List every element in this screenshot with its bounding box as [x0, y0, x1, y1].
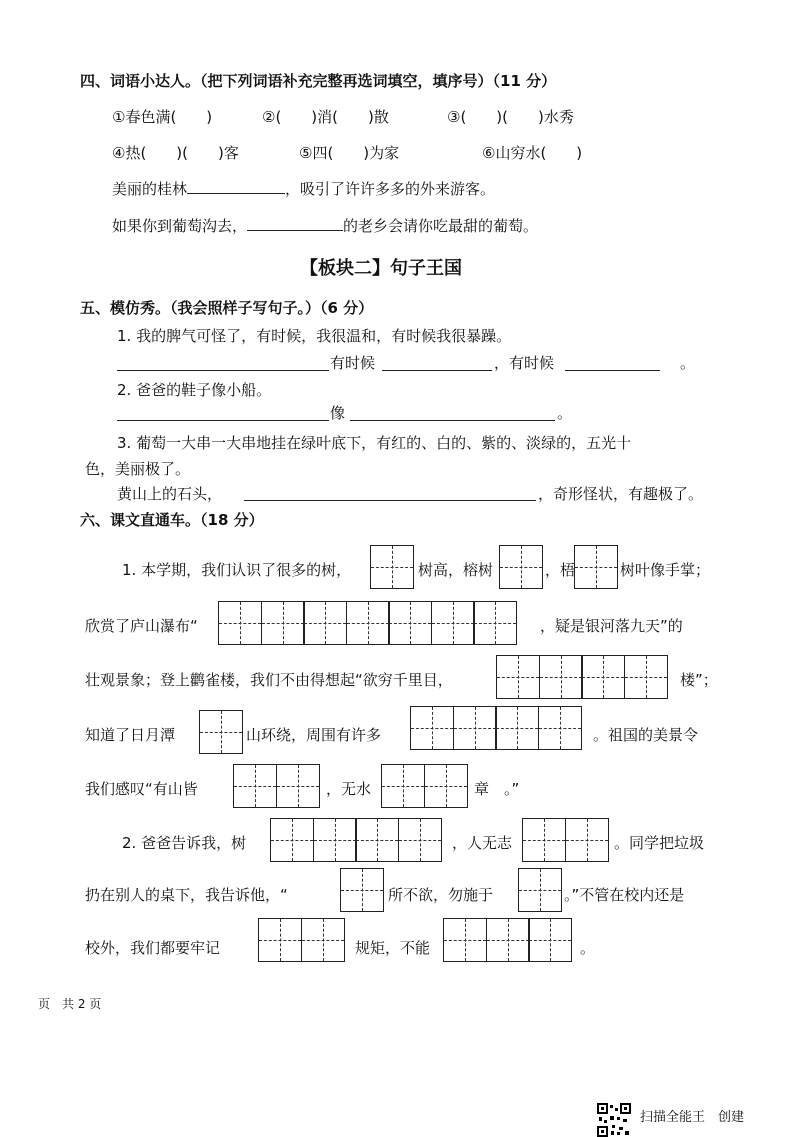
s6-text: 楼”；	[680, 671, 718, 689]
answer-line[interactable]	[117, 370, 329, 371]
s4-fill-2	[112, 215, 538, 236]
s5-q3-post: ，奇形怪状，有趣极了。	[538, 485, 704, 503]
s6-text: ，梧	[545, 561, 576, 579]
s5-q1-mid2: ，有时候	[494, 354, 555, 372]
s6-text: 校外，我们都要牢记	[85, 939, 221, 957]
tianzi-grid[interactable]	[499, 545, 542, 589]
s6-text: 。同学把垃圾	[614, 834, 705, 852]
tianzi-grid[interactable]	[381, 764, 466, 808]
answer-line[interactable]	[117, 420, 329, 421]
tianzi-grid[interactable]	[518, 868, 561, 912]
s5-q2-end: 。	[557, 404, 573, 422]
s6-text: ，疑是银河落九天”的	[540, 617, 683, 635]
section-6-heading: 六、课文直通车。（18 分）	[80, 511, 264, 529]
tianzi-grid[interactable]	[410, 706, 580, 750]
answer-blank[interactable]	[247, 216, 343, 231]
s6-text: ，人无志	[452, 834, 513, 852]
answer-line[interactable]	[350, 420, 555, 421]
tianzi-grid[interactable]	[496, 655, 666, 699]
s6-text: 树高，榕树	[418, 561, 494, 579]
tianzi-grid[interactable]	[370, 545, 413, 589]
s6-text: 知道了日月潭	[85, 726, 176, 744]
s4-fill-1	[112, 178, 495, 199]
section-4-heading: 四、词语小达人。（把下列词语补充完整再选词填空，填序号）（11 分）	[80, 72, 557, 90]
s4-item-1: ①春色满( )	[112, 108, 213, 126]
s4-item-2: ②( )消( )散	[262, 108, 389, 126]
s6-text: 我们感叹“有山皆	[85, 780, 198, 798]
s4-fill-2-post: 的老乡会请你吃最甜的葡萄。	[343, 217, 539, 235]
s6-text: 2. 爸爸告诉我，树	[122, 834, 247, 852]
s6-text: 山环绕，周围有许多	[246, 726, 382, 744]
s4-item-5: ⑤四( )为家	[299, 144, 400, 162]
answer-blank[interactable]	[187, 179, 285, 194]
tianzi-grid[interactable]	[574, 545, 617, 589]
s6-text: 。”不管在校内还是	[564, 886, 685, 904]
s6-text: 。祖国的美景令	[593, 726, 699, 744]
s6-text: 1. 本学期，我们认识了很多的树，	[122, 561, 352, 579]
answer-line[interactable]	[565, 370, 660, 371]
tianzi-grid[interactable]	[199, 710, 242, 754]
page-counter: 页 共 2 页	[38, 997, 102, 1011]
s6-text: ，无水	[326, 780, 372, 798]
s6-text: 欣赏了庐山瀑布“	[85, 617, 198, 635]
s5-q1-end: 。	[680, 354, 696, 372]
tianzi-grid[interactable]	[522, 818, 607, 862]
s6-text: 壮观景象；登上鹳雀楼，我们不由得想起“欲穷千里目，	[85, 671, 453, 689]
section-5-heading: 五、模仿秀。（我会照样子写句子。）（6 分）	[80, 299, 374, 317]
s6-text: 。	[580, 939, 596, 957]
s4-fill-1-pre: 美丽的桂林	[112, 180, 188, 198]
tianzi-grid[interactable]	[218, 601, 516, 645]
answer-line[interactable]	[382, 370, 492, 371]
s5-q3-pre: 黄山上的石头，	[117, 485, 223, 503]
s4-item-3: ③( )( )水秀	[447, 108, 574, 126]
s5-q3-line-2: 色，美丽极了。	[85, 460, 191, 478]
s6-text: 树叶像手掌；	[620, 561, 711, 579]
qr-code-icon	[597, 1103, 631, 1137]
tianzi-grid[interactable]	[443, 918, 571, 962]
s6-text: 规矩，不能	[355, 939, 431, 957]
s6-text: 章 。”	[474, 780, 520, 798]
s5-q2-mid: 像	[330, 404, 346, 422]
s5-q1: 1. 我的脾气可怪了，有时候，我很温和，有时候我很暴躁。	[117, 327, 512, 345]
s5-q3-line-1: 3. 葡萄一大串一大串地挂在绿叶底下，有红的、白的、紫的、淡绿的，五光十	[117, 434, 632, 452]
s4-item-4: ④热( )( )客	[112, 144, 239, 162]
s4-item-6: ⑥山穷水( )	[482, 144, 583, 162]
s6-text: 所不欲，勿施于	[388, 886, 494, 904]
s4-fill-2-pre: 如果你到葡萄沟去，	[112, 217, 248, 235]
block-2-title: 【板块二】句子王国	[300, 258, 462, 279]
s4-fill-1-post: ，吸引了许许多多的外来游客。	[285, 180, 496, 198]
tianzi-grid[interactable]	[270, 818, 440, 862]
tianzi-grid[interactable]	[340, 868, 383, 912]
answer-line[interactable]	[244, 500, 536, 501]
tianzi-grid[interactable]	[233, 764, 318, 808]
tianzi-grid[interactable]	[258, 918, 343, 962]
s5-q2: 2. 爸爸的鞋子像小船。	[117, 381, 272, 399]
s6-text: 扔在别人的桌下，我告诉他，“	[85, 886, 288, 904]
scanner-watermark: 扫描全能王 创建	[640, 1110, 745, 1125]
s5-q1-mid: 有时候	[330, 354, 376, 372]
